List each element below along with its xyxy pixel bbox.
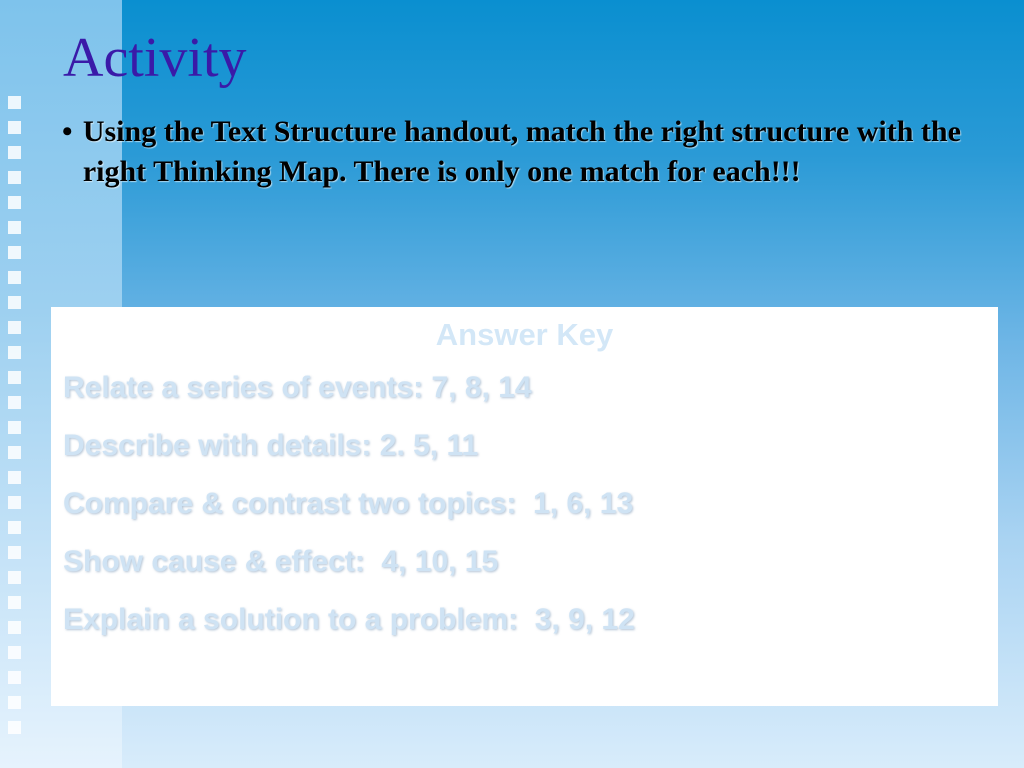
decor-square — [8, 596, 21, 609]
answer-key-list — [63, 359, 998, 649]
answer-key-heading: Answer Key — [435, 317, 614, 352]
decor-square — [8, 271, 21, 284]
decor-square — [8, 696, 21, 709]
decor-square — [8, 371, 21, 384]
decor-square — [8, 171, 21, 184]
decor-square — [8, 671, 21, 684]
decor-square — [8, 196, 21, 209]
decor-square — [8, 646, 21, 659]
decor-square — [8, 521, 21, 534]
decor-square — [8, 621, 21, 634]
answer-key-box — [51, 307, 998, 706]
instruction-bullet — [62, 112, 962, 192]
decor-square — [8, 346, 21, 359]
decor-square — [8, 246, 21, 259]
answer-item: Explain a solution to a problem: 3, 9, 12 — [63, 603, 635, 636]
decor-square — [8, 546, 21, 559]
slide-title: Activity — [63, 27, 247, 89]
decorative-squares — [8, 96, 28, 746]
decor-square — [8, 721, 21, 734]
decor-square — [8, 96, 21, 109]
decor-square — [8, 421, 21, 434]
answer-item: Relate a series of events: 7, 8, 14 — [63, 371, 532, 404]
answer-item: Describe with details: 2. 5, 11 — [63, 429, 479, 462]
decor-square — [8, 221, 21, 234]
decor-square — [8, 496, 21, 509]
decor-square — [8, 571, 21, 584]
instruction-text: Using the Text Structure handout, match the right structure with the right Thinking Map. There is only one match for each!!! — [82, 115, 961, 188]
decor-square — [8, 446, 21, 459]
answer-item: Show cause & effect: 4, 10, 15 — [63, 545, 499, 578]
decor-square — [8, 146, 21, 159]
answer-item: Compare & contrast two topics: 1, 6, 13 — [63, 487, 634, 520]
decor-square — [8, 321, 21, 334]
bullet-marker: • — [62, 115, 73, 148]
decor-square — [8, 296, 21, 309]
decor-square — [8, 471, 21, 484]
decor-square — [8, 121, 21, 134]
decor-square — [8, 396, 21, 409]
